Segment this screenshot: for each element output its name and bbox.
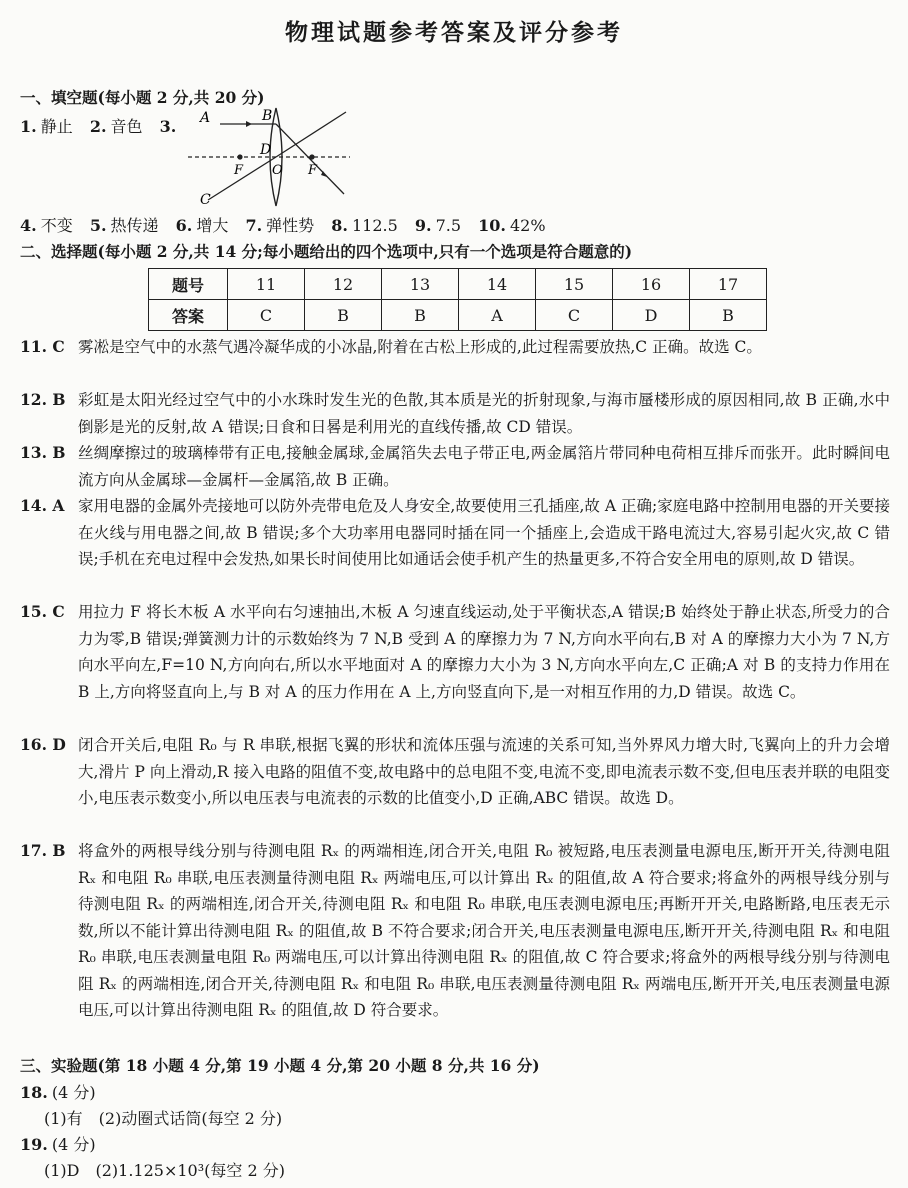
q4-number: 4. bbox=[20, 216, 37, 235]
table-cell-answer: B bbox=[690, 300, 767, 331]
explanation-15 bbox=[20, 599, 890, 705]
fill-in-answers-line-1 bbox=[20, 114, 180, 137]
explanation-12 bbox=[20, 387, 890, 440]
explanation-13 bbox=[20, 440, 890, 493]
focal-point-left bbox=[237, 154, 242, 159]
explanation-14 bbox=[20, 493, 890, 573]
table-header-number: 题号 bbox=[149, 269, 228, 300]
explanation-number: 13. B bbox=[20, 443, 66, 462]
q5-number: 5. bbox=[89, 216, 107, 235]
table-row-answers bbox=[149, 300, 767, 331]
explanation-16 bbox=[20, 732, 890, 812]
explanation-text: 彩虹是太阳光经过空气中的小水珠时发生光的色散,其本质是光的折射现象,与海市蜃楼形成的原因相同,故 B 正确,水中倒影是光的反射,故 A 错误;日食和日晷是利用光的直线传播,故 CD 错误。 bbox=[78, 391, 890, 436]
q18-answer: (1)有 (2)动圈式话筒(每空 2 分) bbox=[44, 1109, 283, 1128]
section-heading-multiple-choice: 二、选择题(每小题 2 分,共 14 分;每小题给出的四个选项中,只有一个选项是符合题意的) bbox=[20, 242, 633, 261]
q18-number: 18. bbox=[20, 1083, 48, 1102]
explanation-number: 14. A bbox=[20, 496, 65, 515]
q1-number: 1. bbox=[20, 117, 37, 136]
table-cell-number: 17 bbox=[690, 269, 767, 300]
table-cell-answer: C bbox=[228, 300, 305, 331]
section-heading-experiment: 三、实验题(第 18 小题 4 分,第 19 小题 4 分,第 20 小题 8 分,共 16 分) bbox=[20, 1056, 540, 1075]
q19-score: (4 分) bbox=[51, 1135, 96, 1154]
q2-answer: 音色 bbox=[110, 117, 143, 136]
q19-header bbox=[20, 1132, 96, 1155]
explanation-11 bbox=[20, 334, 890, 361]
q7-number: 7. bbox=[245, 216, 263, 235]
q8-number: 8. bbox=[331, 216, 348, 235]
q8-answer: 112.5 bbox=[351, 216, 398, 235]
explanation-number: 17. B bbox=[20, 841, 66, 860]
page-title: 物理试题参考答案及评分参考 bbox=[285, 19, 623, 46]
arrow-head-icon bbox=[246, 121, 252, 127]
explanation-number: 12. B bbox=[20, 390, 66, 409]
label-d: D bbox=[260, 142, 272, 158]
table-cell-number: 15 bbox=[536, 269, 613, 300]
lens-ray-diagram bbox=[180, 104, 370, 210]
table-cell-number: 11 bbox=[228, 269, 305, 300]
q4-answer: 不变 bbox=[40, 216, 73, 235]
q3-number: 3. bbox=[159, 117, 177, 136]
q5-answer: 热传递 bbox=[110, 216, 159, 235]
label-f-right: F bbox=[308, 163, 318, 178]
label-c: C bbox=[200, 192, 211, 208]
table-cell-answer: B bbox=[382, 300, 459, 331]
q7-answer: 弹性势 bbox=[266, 216, 315, 235]
explanation-text: 丝绸摩擦过的玻璃棒带有正电,接触金属球,金属箔失去电子带正电,两金属箔片带同种电荷相互排斥而张开。此时瞬间电流方向从金属球—金属杆—金属箔,故 B 正确。 bbox=[78, 444, 890, 489]
table-cell-number: 14 bbox=[459, 269, 536, 300]
q18-header bbox=[20, 1080, 96, 1103]
section-heading-fill-in: 一、填空题(每小题 2 分,共 20 分) bbox=[20, 88, 265, 107]
explanation-text: 用拉力 F 将长木板 A 水平向右匀速抽出,木板 A 匀速直线运动,处于平衡状态,A 错误;B 始终处于静止状态,所受力的合力为零,B 错误;弹簧测力计的示数始终为 7 N,B 受到 A 的摩擦力为 7 N,方向水平向右,B 对 A 的摩擦力大小为 7 N,方向水平向左,F=10 N,方向向右,所以水平地面对 A 的摩擦力大小为 3 N,方向水平向左,C 正确;A 对 B 的支持力作用在 B 上,方向将竖直向上,与 B 对 A 的压力作用在 A 上,方向竖直向下,是一对相互作用的力,D 错误。故选 C。 bbox=[78, 603, 890, 701]
table-cell-answer: A bbox=[459, 300, 536, 331]
q6-number: 6. bbox=[175, 216, 193, 235]
table-row-numbers bbox=[149, 269, 767, 300]
q10-number: 10. bbox=[478, 216, 506, 235]
explanation-text: 家用电器的金属外壳接地可以防外壳带电危及人身安全,故要使用三孔插座,故 A 正确;家庭电路中控制用电器的开关要接在火线与用电器之间,故 B 错误;多个大功率用电器同时插在同一个插座上,会造成干路电流过大,容易引起火灾,故 C 错误;手机在充电过程中会发热,如果长时间使用比如通话会使手机产生的热量更多,不符合安全用电的原则,故 D 错误。 bbox=[78, 497, 890, 568]
q6-answer: 增大 bbox=[196, 216, 229, 235]
q19-number: 19. bbox=[20, 1135, 48, 1154]
q10-answer: 42% bbox=[509, 216, 546, 235]
label-f-left: F bbox=[234, 163, 244, 178]
explanation-text: 将盒外的两根导线分别与待测电阻 Rₓ 的两端相连,闭合开关,电阻 R₀ 被短路,电压表测量电源电压,断开开关,待测电阻 Rₓ 和电阻 R₀ 串联,电压表测量待测电阻 Rₓ 两端电压,可以计算出 Rₓ 的阻值,故 A 符合要求;将盒外的两根导线分别与待测电阻 Rₓ 的两端相连,闭合开关,待测电阻 Rₓ 和电阻 R₀ 串联,电压表测电源电压;再断开开关,电路断路,电压表无示数,所以不能计算出待测电阻 Rₓ 的阻值,故 B 不符合要求;闭合开关,电压表测量电源电压,断开开关,待测电阻 Rₓ 和电阻 R₀ 串联,电压表测量电阻 R₀ 两端电压,可以计算出待测电阻 Rₓ 的阻值,故 C 符合要求;将盒外的两根导线分别与待测电阻 Rₓ 的两端相连,闭合开关,待测电阻 Rₓ 和电阻 R₀ 串联,电压表测量待测电阻 Rₓ 两端电压,断开开关,电压表测量电源电压,可以计算出待测电阻 Rₓ 的阻值,故 D 符合要求。 bbox=[78, 842, 890, 1019]
table-header-answer: 答案 bbox=[149, 300, 228, 331]
table-cell-answer: C bbox=[536, 300, 613, 331]
explanation-17 bbox=[20, 838, 890, 1024]
q18-score: (4 分) bbox=[51, 1083, 96, 1102]
label-b: B bbox=[262, 108, 273, 124]
table-cell-number: 16 bbox=[613, 269, 690, 300]
answer-table bbox=[148, 268, 767, 331]
focal-point-right bbox=[309, 154, 314, 159]
explanation-number: 15. C bbox=[20, 602, 65, 621]
q9-number: 9. bbox=[414, 216, 432, 235]
fill-in-answers-line-2 bbox=[20, 213, 546, 236]
explanation-number: 11. C bbox=[20, 337, 65, 356]
q1-answer: 静止 bbox=[40, 117, 73, 136]
explanation-text: 雾凇是空气中的水蒸气遇冷凝华成的小冰晶,附着在古松上形成的,此过程需要放热,C 正确。故选 C。 bbox=[78, 338, 762, 356]
q19-answer: (1)D (2)1.125×10³(每空 2 分) bbox=[44, 1161, 285, 1180]
table-cell-answer: D bbox=[613, 300, 690, 331]
explanation-number: 16. D bbox=[20, 735, 66, 754]
table-cell-number: 12 bbox=[305, 269, 382, 300]
label-o: O bbox=[272, 163, 283, 178]
label-a: A bbox=[200, 110, 211, 126]
table-cell-number: 13 bbox=[382, 269, 459, 300]
q9-answer: 7.5 bbox=[435, 216, 462, 235]
explanation-text: 闭合开关后,电阻 R₀ 与 R 串联,根据飞翼的形状和流体压强与流速的关系可知,当外界风力增大时,飞翼向上的升力会增大,滑片 P 向上滑动,R 接入电路的阻值不变,故电路中的总电阻不变,电流不变,即电流表示数不变,但电压表并联的电阻变小,电压表示数变小,所以电压表与电流表的示数的比值变小,D 正确,ABC 错误。故选 D。 bbox=[78, 736, 890, 807]
table-cell-answer: B bbox=[305, 300, 382, 331]
q2-number: 2. bbox=[89, 117, 107, 136]
